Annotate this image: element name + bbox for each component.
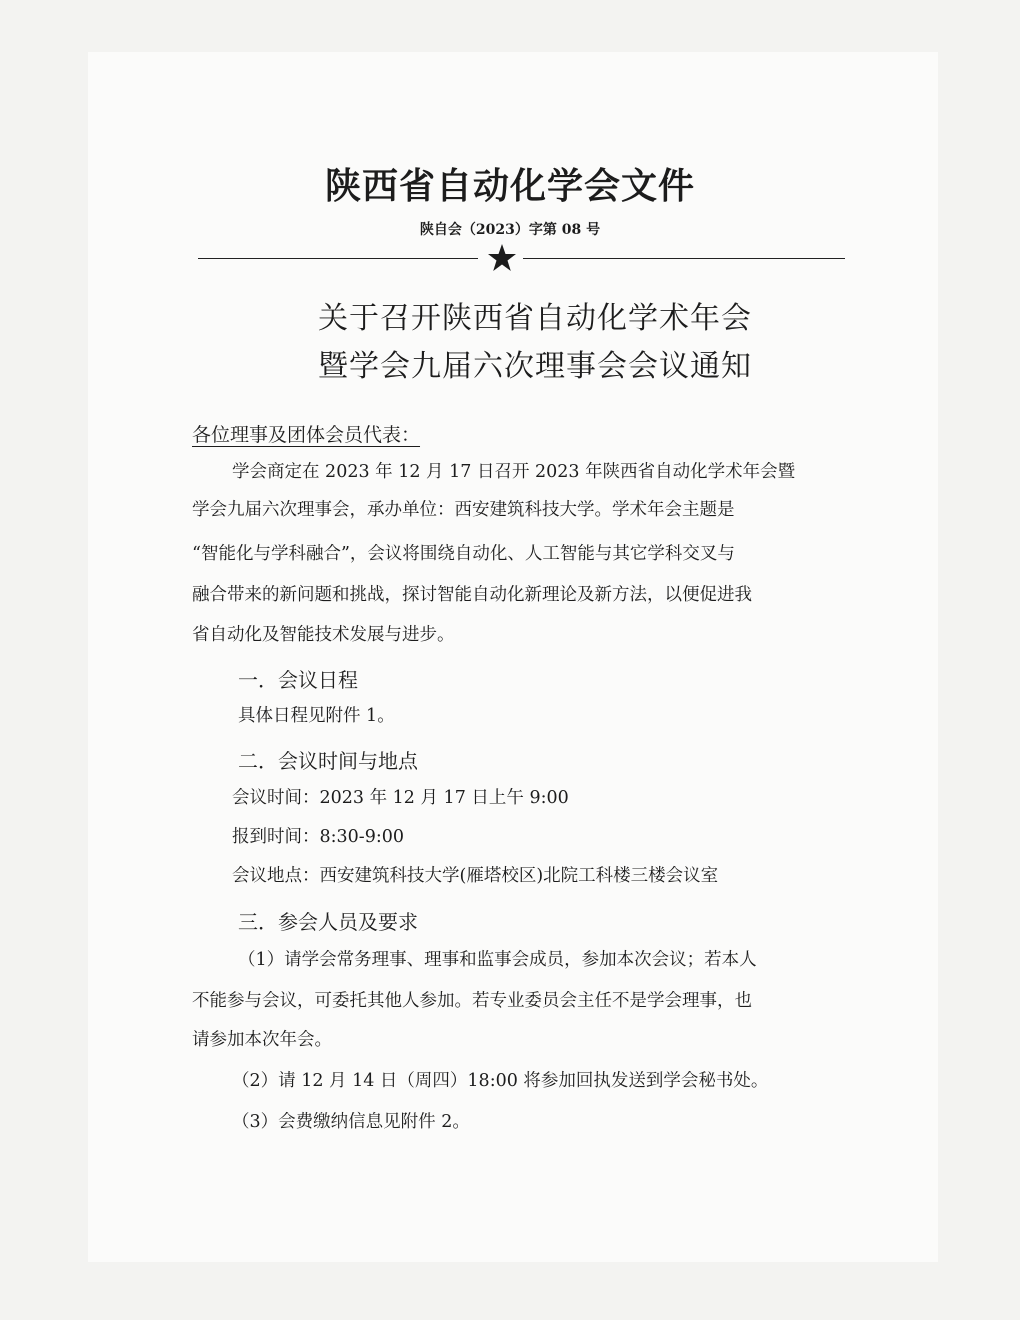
requirement-item-3: （3）会费缴纳信息见附件 2。 [232, 1112, 470, 1132]
organization-title: 陕西省自动化学会文件 [324, 166, 695, 207]
notice-title-line-2: 暨学会九届六次理事会会议通知 [318, 349, 752, 384]
requirement-item-1-line: （1）请学会常务理事、理事和监事会成员，参加本次会议；若本人 [238, 950, 757, 970]
requirement-item-1-line: 请参加本次年会。 [192, 1030, 332, 1050]
intro-line: 学会商定在 2023 年 12 月 17 日召开 2023 年陕西省自动化学术年会暨 [232, 462, 796, 482]
meeting-time: 会议时间：2023 年 12 月 17 日上午 9:00 [232, 788, 569, 808]
header-rule-right [523, 258, 845, 259]
section-1-text: 具体日程见附件 1。 [238, 706, 395, 726]
checkin-time: 报到时间：8:30-9:00 [232, 827, 405, 847]
section-2-heading: 二．会议时间与地点 [238, 749, 418, 773]
section-3-heading: 三．参会人员及要求 [238, 910, 418, 934]
section-1-heading: 一．会议日程 [238, 668, 358, 692]
intro-line: “智能化与学科融合”，会议将围绕自动化、人工智能与其它学科交叉与 [192, 544, 735, 564]
requirement-item-1-line: 不能参与会议，可委托其他人参加。若专业委员会主任不是学会理事，也 [192, 991, 752, 1011]
header-rule-left [198, 258, 478, 259]
notice-title-line-1: 关于召开陕西省自动化学术年会 [318, 301, 752, 336]
document-number: 陕自会（2023）字第 08 号 [419, 222, 601, 238]
intro-line: 省自动化及智能技术发展与进步。 [192, 625, 455, 645]
meeting-venue: 会议地点：西安建筑科技大学(雁塔校区)北院工科楼三楼会议室 [232, 866, 719, 886]
intro-line: 融合带来的新问题和挑战，探讨智能自动化新理论及新方法，以便促进我 [192, 585, 752, 605]
intro-line: 学会九届六次理事会，承办单位：西安建筑科技大学。学术年会主题是 [192, 500, 735, 520]
requirement-item-2: （2）请 12 月 14 日（周四）18:00 将参加回执发送到学会秘书处。 [232, 1071, 769, 1091]
salutation: 各位理事及团体会员代表： [192, 424, 421, 446]
star-icon [487, 243, 517, 273]
